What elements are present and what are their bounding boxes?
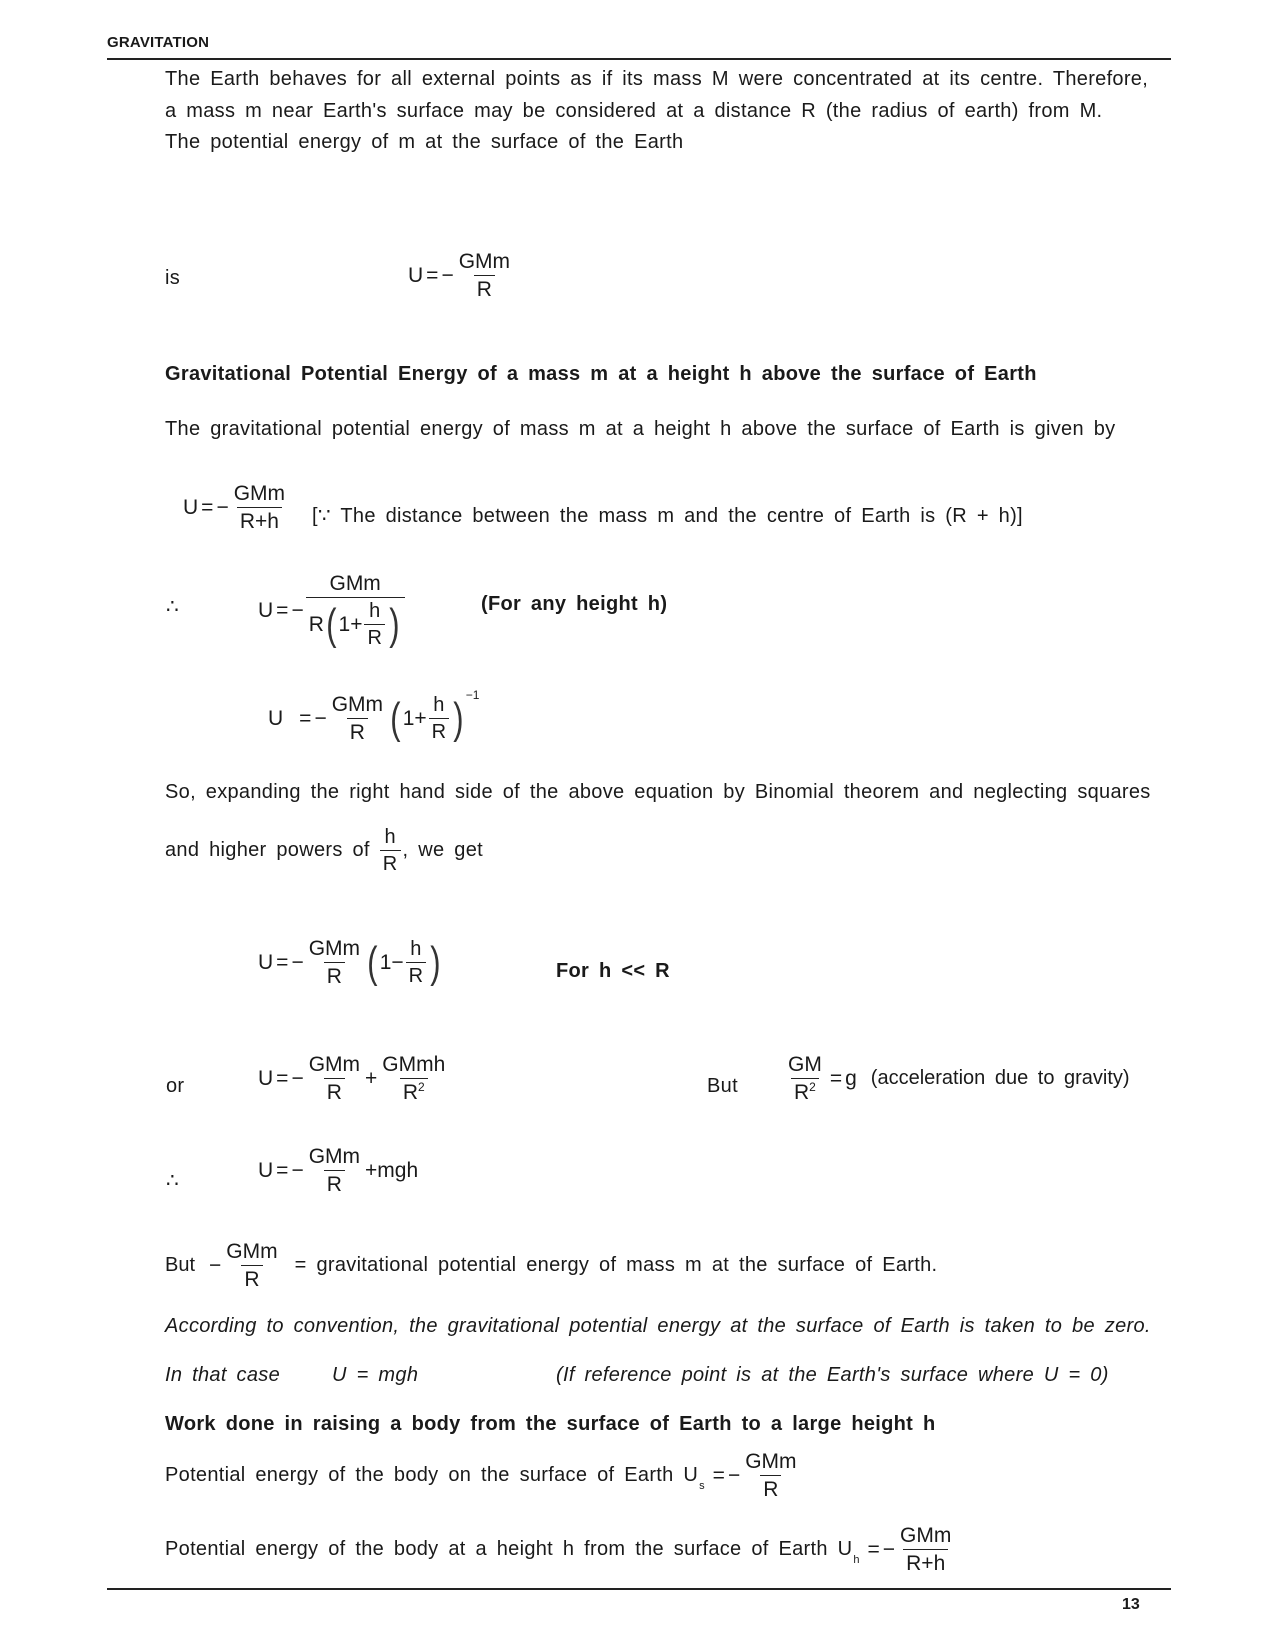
den-base: R: [793, 1081, 810, 1105]
any-height-note: (For any height h): [481, 593, 668, 615]
eq-lhs: U: [258, 1066, 274, 1090]
denominator: R+h: [237, 507, 282, 533]
equation-any-height: [258, 572, 407, 649]
exponent: −1: [465, 687, 480, 702]
intro-line-2: a mass m near Earth's surface may be considered at a distance R (the radius of earth) from M.: [165, 100, 1103, 122]
subscript-h: h: [853, 1553, 860, 1566]
fraction-2: [379, 1053, 448, 1104]
right-paren: ): [453, 693, 464, 743]
eq-minus: −: [209, 1253, 222, 1277]
header-rule: [107, 58, 1171, 60]
den-R: R: [308, 613, 324, 637]
den-one-plus: 1+: [338, 613, 363, 637]
numerator: GMm: [331, 693, 384, 716]
section-heading-work-done: Work done in raising a body from the surface of Earth to a large height h: [165, 1413, 936, 1435]
approx-condition-note: For h << R: [556, 960, 670, 982]
reference-point-note: (If reference point is at the Earth's surface where U = 0): [556, 1364, 1109, 1386]
denominator: R: [324, 962, 345, 988]
denominator: R: [241, 1265, 262, 1291]
eq-equals: =: [201, 495, 214, 519]
eq-lhs: U: [258, 1158, 274, 1182]
inner-denominator: R: [429, 718, 449, 743]
denominator: [400, 1078, 428, 1104]
fraction: [306, 937, 363, 988]
inner-fraction: [406, 938, 426, 987]
inner-numerator: h: [369, 600, 381, 623]
right-paren: ): [430, 937, 441, 987]
eq-minus: −: [291, 598, 304, 622]
equation-height-potential: [183, 482, 290, 533]
therefore-symbol: ∴: [166, 596, 180, 618]
convention-statement: According to convention, the gravitational potential energy at the surface of Earth is taken to be zero.: [165, 1315, 1151, 1337]
subscript-s: s: [699, 1479, 705, 1492]
but-line-text: = gravitational potential energy of mass m at the surface of Earth.: [294, 1254, 938, 1277]
eq-equals: =: [276, 950, 289, 974]
inner-fraction: [429, 694, 449, 743]
eq-equals: =: [299, 706, 312, 730]
g-symbol: g: [845, 1066, 857, 1090]
numerator: GMm: [458, 250, 511, 273]
inner-denominator: R: [406, 962, 426, 987]
eq-minus: −: [882, 1537, 896, 1561]
footer-rule: [107, 1588, 1171, 1590]
eq-minus: −: [291, 1066, 304, 1090]
pe-surface-text: Potential energy of the body on the surface of Earth U: [165, 1464, 699, 1487]
eq-equals: =: [426, 263, 439, 287]
page-number: 13: [1122, 1596, 1140, 1613]
den-exponent: 2: [418, 1080, 425, 1095]
but-surface-line: [165, 1240, 937, 1291]
denominator: R: [324, 1078, 345, 1104]
pe-surface-line: [165, 1450, 802, 1501]
numerator: GMm: [308, 1145, 361, 1168]
denominator: R: [380, 850, 401, 875]
one-minus: 1−: [379, 950, 404, 974]
fraction: [306, 1145, 363, 1196]
fraction: [456, 250, 513, 301]
equation-height-note: [∵ The distance between the mass m and the centre of Earth is (R + h)]: [312, 505, 1023, 527]
eq-minus: −: [314, 706, 327, 730]
eq-lhs: U: [183, 495, 199, 519]
expansion-line-1: So, expanding the right hand side of the above equation by Binomial theorem and neglecting squares: [165, 781, 1151, 803]
g-fraction: [785, 1053, 825, 1104]
eq-lhs: U: [258, 598, 274, 622]
numerator: GMm: [226, 1240, 278, 1263]
numerator: GMm: [900, 1524, 952, 1547]
equation-inverse: [268, 687, 480, 745]
inner-fraction: [364, 600, 384, 649]
eq-minus: −: [727, 1463, 741, 1487]
section-heading-gpe-height: Gravitational Potential Energy of a mass m at a height h above the surface of Earth: [165, 363, 1037, 385]
eq-lhs: U: [268, 706, 284, 730]
one-plus: 1+: [402, 706, 427, 730]
left-paren: (: [367, 937, 378, 987]
expansion-text-pre: and higher powers of: [165, 839, 370, 861]
intro-line-3: The potential energy of m at the surface of the Earth: [165, 131, 684, 153]
eq-equals: =: [867, 1537, 880, 1561]
equation-approximation: [258, 937, 443, 988]
equation-expanded: [258, 1053, 450, 1104]
expansion-text-post: , we get: [402, 839, 483, 861]
left-paren: (: [326, 599, 337, 649]
inner-numerator: h: [410, 938, 422, 961]
eq-equals: =: [276, 1066, 289, 1090]
eq-equals: =: [829, 1066, 843, 1090]
equation-g-definition: [783, 1053, 1130, 1104]
numerator: GMm: [745, 1450, 797, 1473]
therefore-symbol-2: ∴: [166, 1170, 180, 1192]
running-header: GRAVITATION: [107, 34, 210, 51]
denominator: [791, 1078, 819, 1104]
equation-mgh: [258, 1145, 418, 1196]
eq-minus: −: [291, 1158, 304, 1182]
den-base: R: [402, 1081, 419, 1105]
numerator: GMm: [308, 1053, 361, 1076]
numerator: GM: [788, 1053, 822, 1076]
eq-lhs: U: [258, 950, 274, 974]
section-text-gpe-height: The gravitational potential energy of mass m at a height h above the surface of Earth is given by: [165, 418, 1116, 440]
eq-lhs: U: [408, 263, 424, 287]
plus-sign: +: [365, 1066, 378, 1090]
fraction: [306, 572, 405, 649]
inner-numerator: h: [433, 694, 445, 717]
fraction: [329, 693, 386, 744]
denominator: R+h: [903, 1549, 948, 1575]
numerator: GMm: [329, 572, 381, 595]
plus-mgh: +mgh: [365, 1158, 419, 1182]
in-that-case-label: In that case: [165, 1364, 280, 1386]
h-over-R-fraction: [380, 826, 401, 875]
left-paren: (: [390, 693, 401, 743]
pe-height-line: [165, 1524, 956, 1575]
g-note: (acceleration due to gravity): [870, 1067, 1130, 1090]
denominator: R: [474, 275, 495, 301]
numerator: GMm: [308, 937, 361, 960]
fraction: [897, 1524, 954, 1575]
is-label: is: [165, 267, 181, 289]
denominator: R: [324, 1170, 345, 1196]
but-label: But: [165, 1254, 196, 1277]
eq-equals: =: [276, 598, 289, 622]
eq-equals: =: [712, 1463, 725, 1487]
denominator: R: [347, 718, 368, 744]
numerator: h: [384, 826, 396, 848]
in-that-case-equation: U = mgh: [332, 1364, 419, 1386]
fraction: [231, 482, 288, 533]
expansion-line-2: [165, 826, 483, 875]
fraction-1: [306, 1053, 363, 1104]
intro-line-1: The Earth behaves for all external points as if its mass M were concentrated at its centre. Therefore,: [165, 68, 1149, 90]
eq-minus: −: [441, 263, 454, 287]
numerator: GMmh: [382, 1053, 446, 1076]
pe-height-text: Potential energy of the body at a height h from the surface of Earth U: [165, 1538, 853, 1561]
eq-minus: −: [291, 950, 304, 974]
fraction: [742, 1450, 799, 1501]
denominator: R: [760, 1475, 781, 1501]
denominator: [306, 597, 405, 649]
eq-equals: =: [276, 1158, 289, 1182]
equation-surface-potential: [408, 250, 515, 301]
or-label: or: [166, 1075, 185, 1097]
inner-denominator: R: [364, 624, 384, 649]
eq-minus: −: [216, 495, 229, 519]
fraction: [223, 1240, 280, 1291]
right-paren: ): [389, 599, 400, 649]
but-label: But: [707, 1075, 738, 1097]
den-exponent: 2: [809, 1080, 816, 1095]
numerator: GMm: [233, 482, 286, 505]
